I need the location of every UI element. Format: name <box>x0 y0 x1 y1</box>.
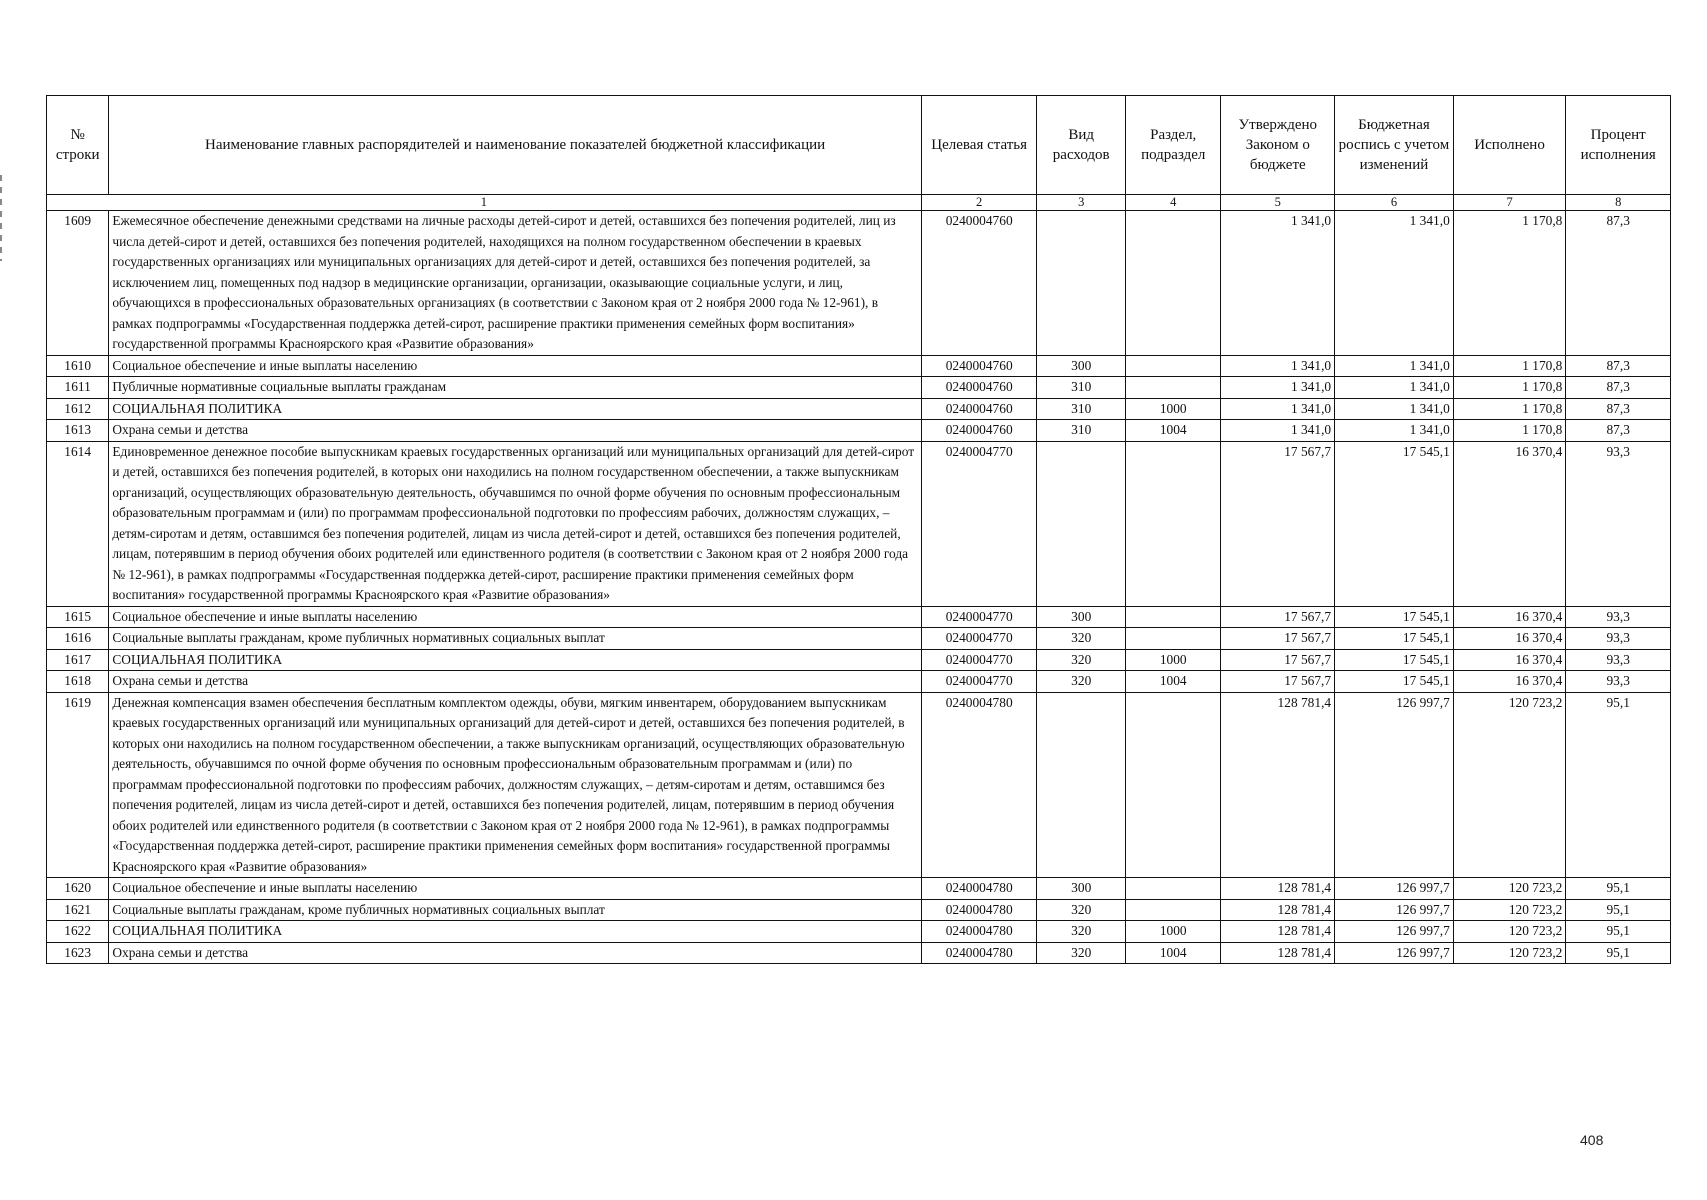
table-row <box>47 355 1671 377</box>
row-approved-amount: 128 781,4 <box>1221 878 1335 900</box>
row-approved-amount: 1 341,0 <box>1221 398 1335 420</box>
row-section-code <box>1125 606 1221 628</box>
row-name: СОЦИАЛЬНАЯ ПОЛИТИКА <box>109 398 922 420</box>
row-executed-amount: 16 370,4 <box>1453 671 1566 693</box>
row-approved-amount: 1 341,0 <box>1221 211 1335 356</box>
row-expense-kind: 320 <box>1037 628 1125 650</box>
row-target-code: 0240004770 <box>921 628 1037 650</box>
row-target-code: 0240004770 <box>921 649 1037 671</box>
row-section-code: 1004 <box>1125 420 1221 442</box>
row-schedule-amount: 126 997,7 <box>1335 942 1454 964</box>
header-row-no: № строки <box>47 96 109 195</box>
table-row <box>47 398 1671 420</box>
row-approved-amount: 17 567,7 <box>1221 671 1335 693</box>
table-row <box>47 942 1671 964</box>
row-target-code: 0240004780 <box>921 878 1037 900</box>
row-target-code: 0240004760 <box>921 355 1037 377</box>
row-approved-amount: 128 781,4 <box>1221 921 1335 943</box>
table-row <box>47 649 1671 671</box>
row-expense-kind: 320 <box>1037 671 1125 693</box>
row-number: 1618 <box>47 671 109 693</box>
row-executed-amount: 1 170,8 <box>1453 420 1566 442</box>
table-row <box>47 878 1671 900</box>
row-expense-kind <box>1037 211 1125 356</box>
row-execution-percent: 93,3 <box>1566 649 1671 671</box>
header-target: Целевая статья <box>921 96 1037 195</box>
row-name: Охрана семьи и детства <box>109 671 922 693</box>
budget-report-sheet <box>46 95 1671 964</box>
row-expense-kind: 320 <box>1037 942 1125 964</box>
row-section-code: 1004 <box>1125 671 1221 693</box>
row-number: 1611 <box>47 377 109 399</box>
row-schedule-amount: 1 341,0 <box>1335 355 1454 377</box>
budget-execution-table <box>46 95 1671 964</box>
row-number: 1614 <box>47 441 109 606</box>
row-name: Охрана семьи и детства <box>109 420 922 442</box>
header-executed: Исполнено <box>1453 96 1566 195</box>
row-number: 1610 <box>47 355 109 377</box>
table-row <box>47 899 1671 921</box>
column-number: 8 <box>1566 195 1671 211</box>
row-section-code <box>1125 628 1221 650</box>
row-schedule-amount: 17 545,1 <box>1335 606 1454 628</box>
row-approved-amount: 128 781,4 <box>1221 899 1335 921</box>
row-target-code: 0240004770 <box>921 671 1037 693</box>
row-section-code <box>1125 211 1221 356</box>
row-executed-amount: 16 370,4 <box>1453 628 1566 650</box>
header-section: Раздел, подраздел <box>1125 96 1221 195</box>
row-schedule-amount: 126 997,7 <box>1335 692 1454 878</box>
table-header <box>47 96 1671 211</box>
row-execution-percent: 95,1 <box>1566 692 1671 878</box>
row-expense-kind: 300 <box>1037 355 1125 377</box>
row-number: 1612 <box>47 398 109 420</box>
header-name: Наименование главных распорядителей и наименование показателей бюджетной классификации <box>109 96 922 195</box>
table-row <box>47 377 1671 399</box>
row-expense-kind: 310 <box>1037 377 1125 399</box>
row-number: 1623 <box>47 942 109 964</box>
row-executed-amount: 16 370,4 <box>1453 649 1566 671</box>
row-expense-kind: 310 <box>1037 398 1125 420</box>
row-section-code: 1004 <box>1125 942 1221 964</box>
row-approved-amount: 128 781,4 <box>1221 692 1335 878</box>
row-expense-kind: 320 <box>1037 921 1125 943</box>
row-target-code: 0240004770 <box>921 441 1037 606</box>
row-executed-amount: 1 170,8 <box>1453 377 1566 399</box>
row-executed-amount: 120 723,2 <box>1453 899 1566 921</box>
page-number: 408 <box>1580 1132 1604 1148</box>
table-body <box>47 211 1671 964</box>
table-row <box>47 628 1671 650</box>
row-target-code: 0240004780 <box>921 942 1037 964</box>
row-number: 1622 <box>47 921 109 943</box>
row-section-code <box>1125 878 1221 900</box>
row-name: Публичные нормативные социальные выплаты гражданам <box>109 377 922 399</box>
row-section-code <box>1125 355 1221 377</box>
row-name: Ежемесячное обеспечение денежными средствами на личные расходы детей-сирот и детей, оставшихся без попечения родителей, лиц из числа детей-сирот и детей, оставшихся без попечения родителей, находящихся на полном государственном обеспечении в краевых государственных организациях или муниципальных организациях для детей-сирот и детей, оставшихся без попечения родителей, за исключением лиц, помещенных под надзор в медицинские организации, организации, оказывающие социальные услуги, и лиц, обучающихся в профессиональных образовательных организациях (в соответствии с Законом края от 2 ноября 2000 года № 12-961), в рамках подпрограммы «Государственная поддержка детей-сирот, расширение практики применения семейных форм воспитания» государственной программы Красноярского края «Развитие образования» <box>109 211 922 356</box>
row-executed-amount: 1 170,8 <box>1453 398 1566 420</box>
scan-margin-mark <box>0 175 2 261</box>
row-section-code <box>1125 441 1221 606</box>
row-approved-amount: 1 341,0 <box>1221 420 1335 442</box>
row-schedule-amount: 126 997,7 <box>1335 921 1454 943</box>
row-number: 1619 <box>47 692 109 878</box>
row-target-code: 0240004760 <box>921 211 1037 356</box>
row-expense-kind: 300 <box>1037 606 1125 628</box>
row-schedule-amount: 126 997,7 <box>1335 878 1454 900</box>
table-row <box>47 211 1671 356</box>
column-number: 2 <box>921 195 1037 211</box>
row-executed-amount: 16 370,4 <box>1453 441 1566 606</box>
row-schedule-amount: 17 545,1 <box>1335 649 1454 671</box>
column-number: 7 <box>1453 195 1566 211</box>
row-approved-amount: 17 567,7 <box>1221 628 1335 650</box>
row-name: Охрана семьи и детства <box>109 942 922 964</box>
row-execution-percent: 87,3 <box>1566 355 1671 377</box>
row-schedule-amount: 17 545,1 <box>1335 671 1454 693</box>
row-schedule-amount: 1 341,0 <box>1335 398 1454 420</box>
row-schedule-amount: 1 341,0 <box>1335 211 1454 356</box>
row-target-code: 0240004760 <box>921 420 1037 442</box>
row-executed-amount: 120 723,2 <box>1453 921 1566 943</box>
column-number: 6 <box>1335 195 1454 211</box>
row-name: Социальные выплаты гражданам, кроме публичных нормативных социальных выплат <box>109 628 922 650</box>
row-section-code <box>1125 377 1221 399</box>
row-number: 1617 <box>47 649 109 671</box>
table-row <box>47 921 1671 943</box>
row-section-code: 1000 <box>1125 921 1221 943</box>
table-row <box>47 441 1671 606</box>
row-expense-kind: 320 <box>1037 899 1125 921</box>
row-target-code: 0240004780 <box>921 692 1037 878</box>
table-row <box>47 692 1671 878</box>
row-expense-kind: 300 <box>1037 878 1125 900</box>
row-name: СОЦИАЛЬНАЯ ПОЛИТИКА <box>109 921 922 943</box>
row-approved-amount: 17 567,7 <box>1221 441 1335 606</box>
row-target-code: 0240004760 <box>921 377 1037 399</box>
row-name: Социальное обеспечение и иные выплаты населению <box>109 355 922 377</box>
row-execution-percent: 93,3 <box>1566 606 1671 628</box>
row-target-code: 0240004780 <box>921 921 1037 943</box>
row-number: 1616 <box>47 628 109 650</box>
row-approved-amount: 17 567,7 <box>1221 606 1335 628</box>
table-row <box>47 420 1671 442</box>
row-section-code <box>1125 899 1221 921</box>
row-name: СОЦИАЛЬНАЯ ПОЛИТИКА <box>109 649 922 671</box>
row-section-code <box>1125 692 1221 878</box>
row-execution-percent: 87,3 <box>1566 377 1671 399</box>
column-number: 5 <box>1221 195 1335 211</box>
row-execution-percent: 87,3 <box>1566 420 1671 442</box>
table-row <box>47 606 1671 628</box>
row-expense-kind: 310 <box>1037 420 1125 442</box>
row-executed-amount: 120 723,2 <box>1453 692 1566 878</box>
row-number: 1620 <box>47 878 109 900</box>
row-target-code: 0240004760 <box>921 398 1037 420</box>
table-row <box>47 671 1671 693</box>
row-target-code: 0240004780 <box>921 899 1037 921</box>
row-execution-percent: 95,1 <box>1566 878 1671 900</box>
row-approved-amount: 17 567,7 <box>1221 649 1335 671</box>
row-executed-amount: 16 370,4 <box>1453 606 1566 628</box>
row-approved-amount: 1 341,0 <box>1221 377 1335 399</box>
row-schedule-amount: 17 545,1 <box>1335 628 1454 650</box>
header-kind: Вид расходов <box>1037 96 1125 195</box>
header-budget-schedule: Бюджетная роспись с учетом изменений <box>1335 96 1454 195</box>
row-expense-kind <box>1037 441 1125 606</box>
row-executed-amount: 1 170,8 <box>1453 355 1566 377</box>
row-schedule-amount: 1 341,0 <box>1335 377 1454 399</box>
column-number: 4 <box>1125 195 1221 211</box>
row-section-code: 1000 <box>1125 398 1221 420</box>
row-executed-amount: 120 723,2 <box>1453 878 1566 900</box>
header-approved: Утверждено Законом о бюджете <box>1221 96 1335 195</box>
row-executed-amount: 1 170,8 <box>1453 211 1566 356</box>
row-section-code: 1000 <box>1125 649 1221 671</box>
row-number: 1609 <box>47 211 109 356</box>
row-name: Социальное обеспечение и иные выплаты населению <box>109 606 922 628</box>
row-number: 1615 <box>47 606 109 628</box>
row-schedule-amount: 1 341,0 <box>1335 420 1454 442</box>
row-name: Единовременное денежное пособие выпускникам краевых государственных организаций или муниципальных организаций для детей-сирот и детей, оставшихся без попечения родителей, в которых они находились на полном государственном обеспечении, а также выпускникам организаций, осуществляющих образовательную деятельность, обучавшимся по очной форме обучения по основным профессиональным образовательным программам и (или) по программам профессиональной подготовки по профессиям рабочих, должностям служащих, – детям-сиротам и детям, оставшимся без попечения родителей, лицам из числа детей-сирот и детей, оставшихся без попечения родителей, лицам, потерявшим в период обучения обоих родителей или единственного родителя (в соответствии с Законом края от 2 ноября 2000 года № 12-961), в рамках подпрограммы «Государственная поддержка детей-сирот, расширение практики применения семейных форм воспитания» государственной программы Красноярского края «Развитие образования» <box>109 441 922 606</box>
column-number: 3 <box>1037 195 1125 211</box>
row-execution-percent: 95,1 <box>1566 899 1671 921</box>
row-name: Социальные выплаты гражданам, кроме публичных нормативных социальных выплат <box>109 899 922 921</box>
header-percent: Процент исполнения <box>1566 96 1671 195</box>
row-schedule-amount: 126 997,7 <box>1335 899 1454 921</box>
row-name: Денежная компенсация взамен обеспечения бесплатным комплектом одежды, обуви, мягким инвентарем, оборудованием выпускникам краевых государственных организаций или муниципальных организаций для детей-сирот и детей, оставшихся без попечения родителей, в которых они находились на полном государственном обеспечении, а также выпускникам организаций, осуществляющих образовательную деятельность, обучавшимся по очной форме обучения по основным профессиональным образовательным программам и (или) по программам профессиональной подготовки по профессиям рабочих, должностям служащих, – детям-сиротам и детям, оставшимся без попечения родителей, лицам из числа детей-сирот и детей, оставшихся без попечения родителей, лицам, потерявшим в период обучения обоих родителей или единственного родителя (в соответствии с Законом края от 2 ноября 2000 года № 12-961), в рамках подпрограммы «Государственная поддержка детей-сирот, расширение практики применения семейных форм воспитания» государственной программы Красноярского края «Развитие образования» <box>109 692 922 878</box>
row-execution-percent: 93,3 <box>1566 628 1671 650</box>
row-execution-percent: 93,3 <box>1566 441 1671 606</box>
row-execution-percent: 95,1 <box>1566 921 1671 943</box>
header-row <box>47 96 1671 195</box>
row-execution-percent: 87,3 <box>1566 398 1671 420</box>
column-number: 1 <box>47 195 922 211</box>
row-execution-percent: 93,3 <box>1566 671 1671 693</box>
row-approved-amount: 1 341,0 <box>1221 355 1335 377</box>
row-execution-percent: 95,1 <box>1566 942 1671 964</box>
row-schedule-amount: 17 545,1 <box>1335 441 1454 606</box>
row-expense-kind: 320 <box>1037 649 1125 671</box>
row-target-code: 0240004770 <box>921 606 1037 628</box>
row-execution-percent: 87,3 <box>1566 211 1671 356</box>
row-executed-amount: 120 723,2 <box>1453 942 1566 964</box>
row-number: 1613 <box>47 420 109 442</box>
column-numbering-row <box>47 195 1671 211</box>
row-number: 1621 <box>47 899 109 921</box>
row-name: Социальное обеспечение и иные выплаты населению <box>109 878 922 900</box>
row-expense-kind <box>1037 692 1125 878</box>
row-approved-amount: 128 781,4 <box>1221 942 1335 964</box>
